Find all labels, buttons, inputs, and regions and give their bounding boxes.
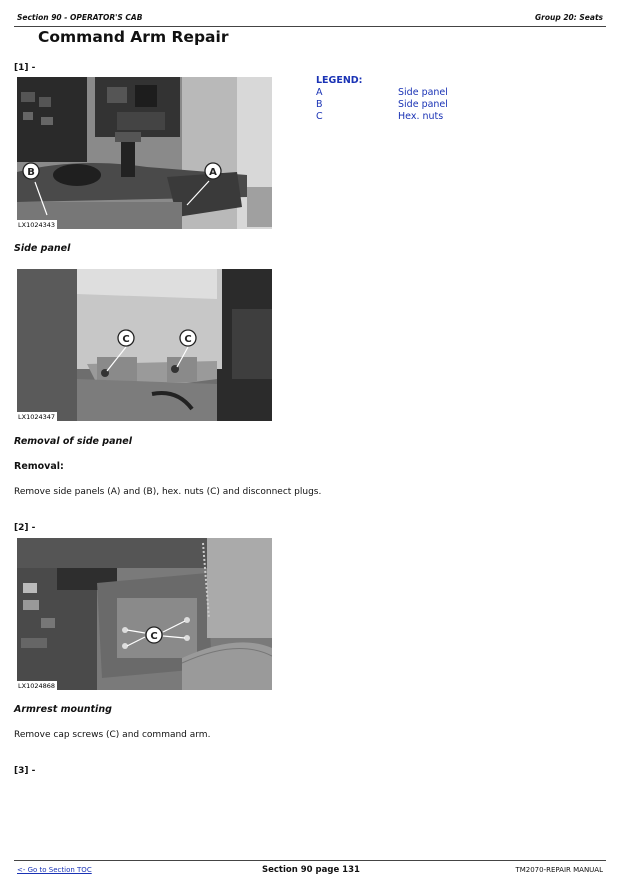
legend-title: LEGEND:	[316, 75, 363, 86]
manual-name: TM2070-REPAIR MANUAL	[515, 866, 603, 874]
step-label-3: [3] -	[14, 766, 36, 776]
figure-id: LX1024347	[18, 413, 56, 421]
callout-c-label: C	[122, 334, 130, 345]
figure-caption: Armrest mounting	[14, 704, 112, 715]
section-toc-link[interactable]: <- Go to Section TOC	[17, 866, 92, 874]
figure-side-panel	[17, 77, 272, 229]
figure-armrest-mounting	[17, 538, 272, 690]
figure-caption: Removal of side panel	[14, 436, 132, 447]
header-section: Section 90 - OPERATOR'S CAB	[17, 13, 143, 22]
page-number: Section 90 page 131	[262, 865, 360, 875]
legend-value: Side panel	[398, 87, 448, 98]
subheading-removal: Removal:	[14, 461, 64, 472]
figure-id: LX1024343	[18, 221, 56, 229]
legend-value: Hex. nuts	[398, 111, 444, 122]
legend-key: A	[316, 87, 323, 98]
instruction-text: Remove cap screws (C) and command arm.	[14, 730, 211, 740]
callout-a-label: A	[209, 167, 217, 178]
step-label-1: [1] -	[14, 63, 36, 73]
legend	[316, 75, 448, 123]
step-label-2: [2] -	[14, 523, 36, 533]
legend-value: Side panel	[398, 99, 448, 110]
figure-removal-side-panel	[17, 269, 272, 421]
callout-c-label: C	[184, 334, 192, 345]
legend-key: C	[316, 111, 323, 122]
header-divider	[14, 26, 606, 27]
footer-divider	[14, 860, 606, 861]
callout-c-label: C	[150, 631, 158, 642]
header-group: Group 20: Seats	[535, 13, 603, 22]
instruction-text: Remove side panels (A) and (B), hex. nuts (C) and disconnect plugs.	[14, 487, 322, 497]
legend-row	[316, 99, 448, 111]
legend-row	[316, 87, 448, 99]
legend-row	[316, 111, 444, 123]
figure-caption: Side panel	[14, 243, 71, 254]
callout-b-label: B	[27, 167, 35, 178]
legend-key: B	[316, 99, 323, 110]
page-title: Command Arm Repair	[38, 28, 229, 46]
figure-id: LX1024868	[18, 682, 56, 690]
